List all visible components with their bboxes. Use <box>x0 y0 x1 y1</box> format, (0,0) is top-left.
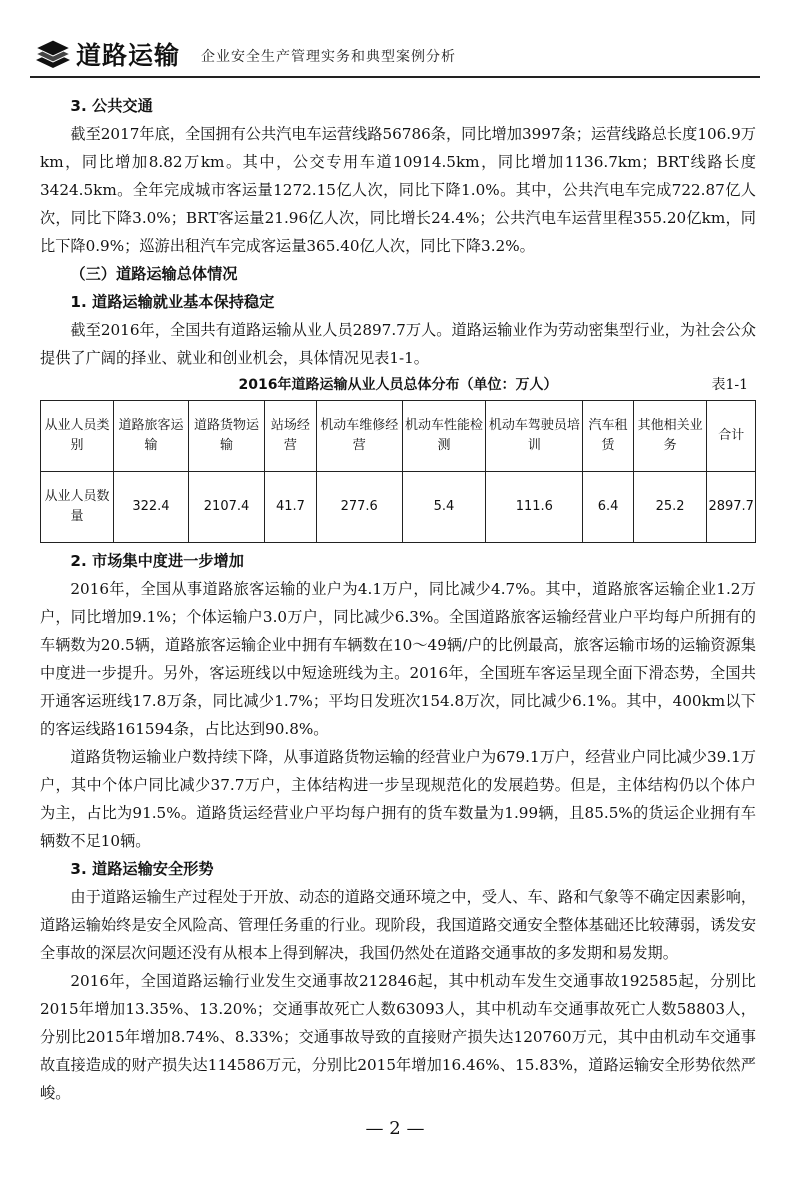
table-header-cell: 站场经营 <box>265 401 317 472</box>
table-header-cell: 道路旅客运输 <box>114 401 189 472</box>
table-header-cell: 从业人员类别 <box>41 401 114 472</box>
table-cell: 111.6 <box>486 472 583 543</box>
paragraph: 道路货物运输业户数持续下降，从事道路货物运输的经营业户为679.1万户，经营业户同比减少39.1万户，其中个体户同比减少37.7万户，主体结构进一步呈现规范化的发展趋势。但是，主体结构仍以个体户为主，占比为91.5%。道路货运经营业户平均每户拥有的货车数量为1.99辆，且85.5%的货运企业拥有车辆数不足10辆。 <box>40 748 756 850</box>
subheading-safety: 3. 道路运输安全形势 <box>70 860 214 878</box>
section-heading-overall: （三）道路运输总体情况 <box>70 265 238 283</box>
page-content <box>40 92 756 1107</box>
table-header-cell: 机动车维修经营 <box>316 401 402 472</box>
paragraph: 截至2016年，全国共有道路运输从业人员2897.7万人。道路运输业作为劳动密集型行业，为社会公众提供了广阔的择业、就业和创业机会，具体情况见表1-1。 <box>40 321 756 367</box>
header-brand: 道路运输 <box>76 41 181 70</box>
page-header <box>30 30 760 78</box>
table-header-cell: 机动车性能检测 <box>402 401 486 472</box>
table-header-cell: 汽车租赁 <box>583 401 633 472</box>
subheading-employment: 1. 道路运输就业基本保持稳定 <box>70 293 275 311</box>
table-header-cell: 其他相关业务 <box>633 401 707 472</box>
table-caption: 2016年道路运输从业人员总体分布（单位：万人） <box>238 377 558 393</box>
table-cell: 6.4 <box>583 472 633 543</box>
table-header-row <box>41 401 756 472</box>
page-number: — 2 — <box>365 1118 425 1139</box>
header-subtitle: 企业安全生产管理实务和典型案例分析 <box>201 49 456 65</box>
table-row-label: 从业人员数量 <box>41 472 114 543</box>
paragraph: 2016年，全国从事道路旅客运输的业户为4.1万户，同比减少4.7%。其中，道路旅客运输企业1.2万户，同比增加9.1%；个体运输户3.0万户，同比减少6.3%。全国道路旅客运输经营业户平均每户所拥有的车辆数为20.5辆，道路旅客运输企业中拥有车辆数在10～49辆/户的比例最高，旅客运输市场的运输资源集中度进一步提升。另外，客运班线以中短途班线为主。2016年，全国班车客运呈现全面下滑态势，全国共开通客运班线17.8万条，同比减少1.7%；平均日发班次154.8万次，同比减少6.1%。其中，400km以下的客运线路161594条，占比达到90.8%。 <box>40 580 756 738</box>
table-cell: 2107.4 <box>188 472 264 543</box>
table-cell: 2897.7 <box>707 472 756 543</box>
paragraph: 由于道路运输生产过程处于开放、动态的道路交通环境之中，受人、车、路和气象等不确定因素影响，道路运输始终是安全风险高、管理任务重的行业。现阶段，我国道路交通安全整体基础还比较薄弱，诱发安全事故的深层次问题还没有从根本上得到解决，我国仍然处在道路交通事故的多发期和易发期。 <box>40 888 756 962</box>
book-stack-icon <box>34 34 72 72</box>
table-header-cell: 机动车驾驶员培训 <box>486 401 583 472</box>
table-cell: 5.4 <box>402 472 486 543</box>
table-cell: 41.7 <box>265 472 317 543</box>
subheading-market: 2. 市场集中度进一步增加 <box>70 552 244 570</box>
table-data-row <box>41 472 756 543</box>
table-header-cell: 道路货物运输 <box>188 401 264 472</box>
table-cell: 25.2 <box>633 472 707 543</box>
employment-table <box>40 400 756 543</box>
paragraph: 2016年，全国道路运输行业发生交通事故212846起，其中机动车发生交通事故192585起，分别比2015年增加13.35%、13.20%；交通事故死亡人数63093人，其中机动车交通事故死亡人数58803人，分别比2015年增加8.74%、8.33%；交通事故导致的直接财产损失达120760万元，其中由机动车交通事故直接造成的财产损失达114586万元，分别比2015年增加16.46%、15.83%，道路运输安全形势依然严峻。 <box>40 972 756 1102</box>
table-caption-row <box>40 372 756 398</box>
table-cell: 277.6 <box>316 472 402 543</box>
paragraph: 截至2017年底，全国拥有公共汽电车运营线路56786条，同比增加3997条；运营线路总长度106.9万km，同比增加8.82万km。其中，公交专用车道10914.5km，同比增加1136.7km；BRT线路长度3424.5km。全年完成城市客运量1272.15亿人次，同比下降1.0%。其中，公共汽电车完成722.87亿人次，同比下降3.0%；BRT客运量21.96亿人次，同比增长24.4%；公共汽电车运营里程355.20亿km，同比下降0.9%；巡游出租汽车完成客运量365.40亿人次，同比下降3.2%。 <box>40 125 756 255</box>
section-heading-public-transport: 3. 公共交通 <box>70 97 153 115</box>
table-cell: 322.4 <box>114 472 189 543</box>
table-number: 表1-1 <box>711 377 748 393</box>
table-header-cell: 合计 <box>707 401 756 472</box>
